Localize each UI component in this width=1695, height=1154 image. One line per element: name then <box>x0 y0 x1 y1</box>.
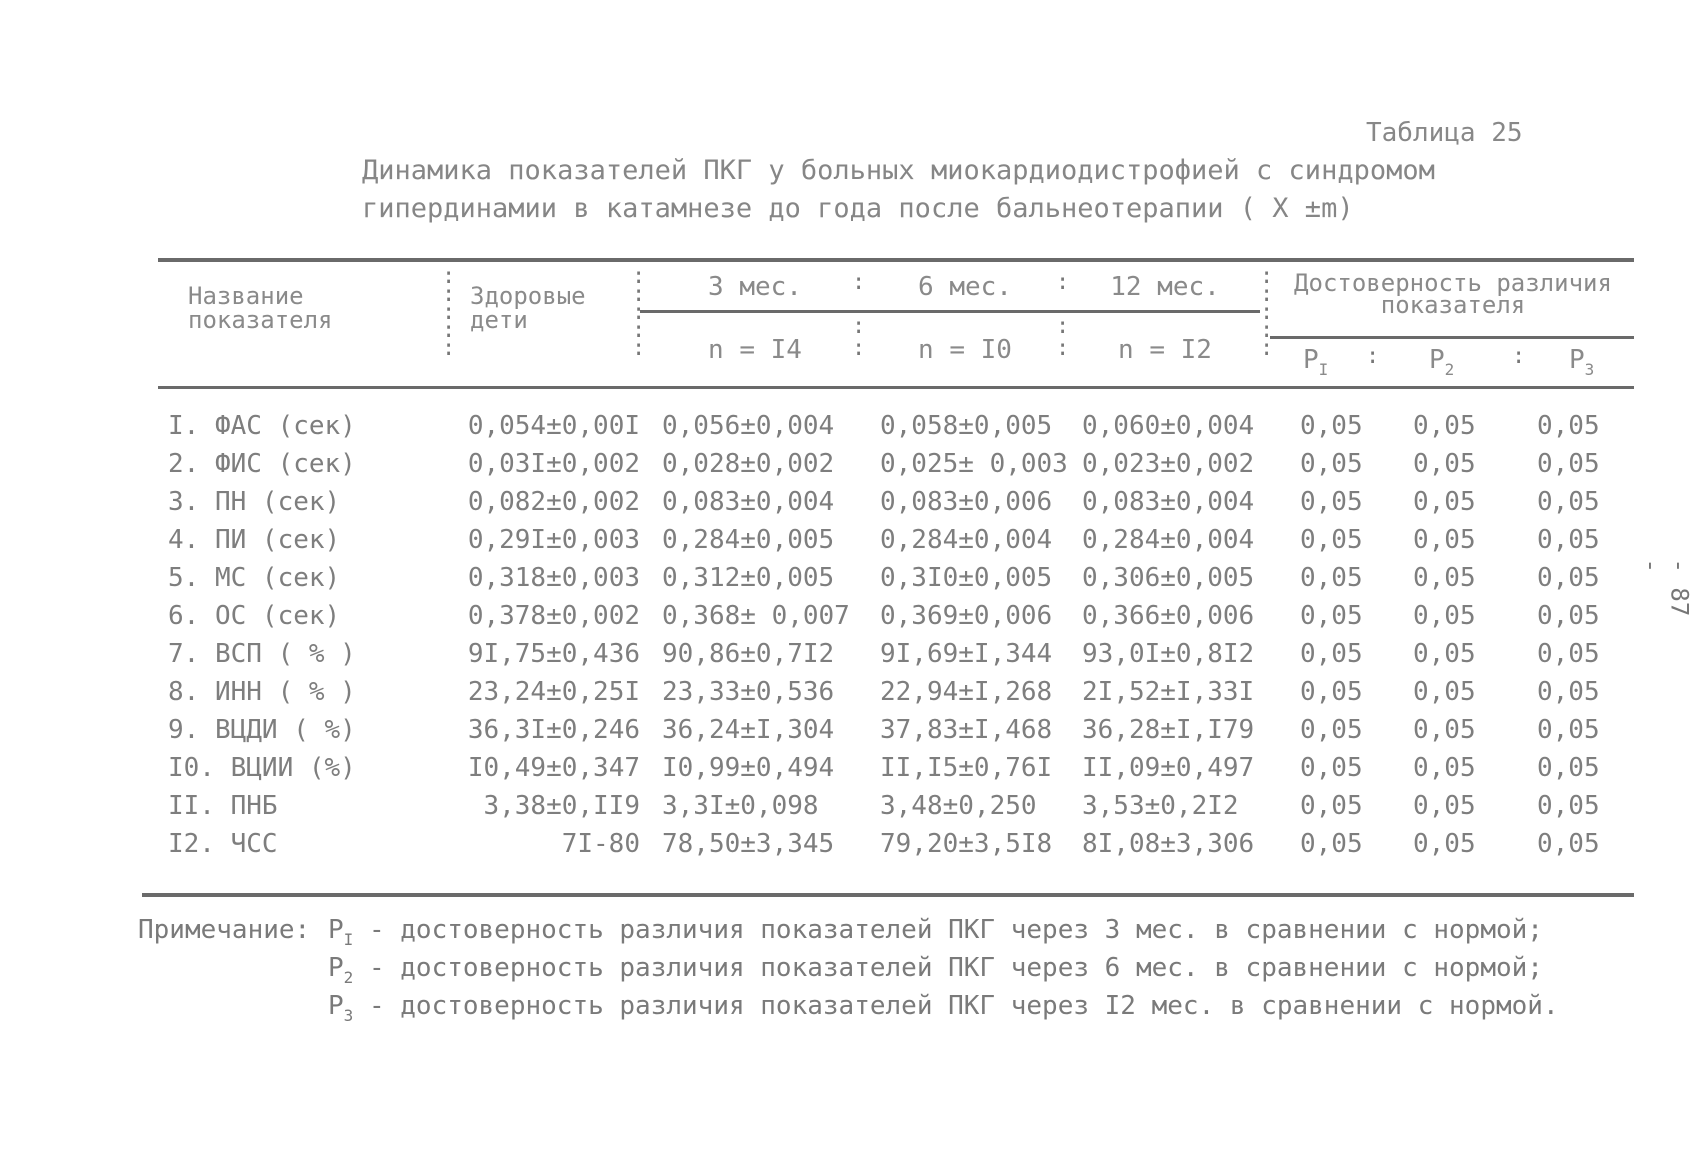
cell-healthy: 0,318±0,003 <box>467 563 640 593</box>
cell-healthy: 0,03I±0,002 <box>467 449 640 479</box>
cell-healthy: 0,082±0,002 <box>467 487 640 517</box>
cell-healthy: 0,29I±0,003 <box>467 525 640 555</box>
cell-p2: 0,05 <box>1413 563 1476 593</box>
cell-p2: 0,05 <box>1413 829 1476 859</box>
cell-m12: 93,0I±0,8I2 <box>1082 639 1255 669</box>
cell-healthy: 0,378±0,002 <box>467 601 640 631</box>
cell-m3: 78,50±3,345 <box>662 829 835 859</box>
cell-m6: II,I5±0,76I <box>880 753 1053 783</box>
cell-p3: 0,05 <box>1537 525 1600 555</box>
cell-m6: 79,20±3,5I8 <box>880 829 1053 859</box>
cell-name: 4. ПИ (сек) <box>168 525 341 555</box>
cell-m3: I0,99±0,494 <box>662 753 835 783</box>
cell-name: II. ПНБ <box>168 791 278 821</box>
cell-p3: 0,05 <box>1537 449 1600 479</box>
cell-m12: II,09±0,497 <box>1082 753 1255 783</box>
page-number: - 87 - <box>1637 558 1694 617</box>
cell-m6: 3,48±0,250 <box>880 791 1037 821</box>
cell-m6: 0,369±0,006 <box>880 601 1053 631</box>
cell-p1: 0,05 <box>1300 563 1363 593</box>
cell-name: I0. ВЦИИ (%) <box>168 753 356 783</box>
cell-p3: 0,05 <box>1537 411 1600 441</box>
cell-m6: 9I,69±I,344 <box>880 639 1053 669</box>
header-p3: $P_3$ <box>1569 345 1595 379</box>
cell-m3: 0,284±0,005 <box>662 525 835 555</box>
cell-m12: 8I,08±3,306 <box>1082 829 1255 859</box>
cell-healthy: 9I,75±0,436 <box>467 639 640 669</box>
cell-m3: 0,083±0,004 <box>662 487 835 517</box>
cell-name: 8. ИНН ( % ) <box>168 677 356 707</box>
cell-name: 3. ПН (сек) <box>168 487 341 517</box>
separator-5: : : : : : <box>1260 264 1274 361</box>
cell-p1: 0,05 <box>1300 487 1363 517</box>
cell-m12: 0,023±0,002 <box>1082 449 1255 479</box>
header-healthy-col: Здоровые дети <box>470 282 586 334</box>
table-row <box>0 601 1695 639</box>
table-label: Таблица 25 <box>1366 118 1523 148</box>
cell-m3: 36,24±I,304 <box>662 715 835 745</box>
top-rule <box>158 258 1634 262</box>
cell-p1: 0,05 <box>1300 525 1363 555</box>
header-3-months: 3 мес. <box>708 272 802 302</box>
cell-m6: 0,058±0,005 <box>880 411 1053 441</box>
table-row <box>0 715 1695 753</box>
cell-m3: 0,312±0,005 <box>662 563 835 593</box>
cell-healthy: 3,38±0,II9 <box>483 791 640 821</box>
cell-p3: 0,05 <box>1537 715 1600 745</box>
cell-name: 6. ОС (сек) <box>168 601 341 631</box>
cell-m12: 36,28±I,I79 <box>1082 715 1255 745</box>
cell-p2: 0,05 <box>1413 753 1476 783</box>
table-title-line-2: гипердинамии в катамнезе до года после бальнеотерапии ( X ±m) <box>362 193 1354 224</box>
cell-p1: 0,05 <box>1300 715 1363 745</box>
table-row <box>0 791 1695 829</box>
header-12-months: 12 мес. <box>1110 272 1220 302</box>
table-title-line-1: Динамика показателей ПКГ у больных миокардиодистрофией с синдромом <box>362 155 1435 186</box>
note-line-p1: $P_I$ - достоверность различия показателей ПКГ через 3 мес. в сравнении с нормой; <box>328 915 1543 949</box>
cell-healthy: I0,49±0,347 <box>467 753 640 783</box>
cell-m6: 0,3I0±0,005 <box>880 563 1053 593</box>
table-row <box>0 411 1695 449</box>
cell-m6: 0,025± 0,003 <box>880 449 1068 479</box>
cell-name: 2. ФИС (сек) <box>168 449 356 479</box>
cell-name: 5. МС (сек) <box>168 563 341 593</box>
cell-m3: 0,368± 0,007 <box>662 601 850 631</box>
cell-p3: 0,05 <box>1537 487 1600 517</box>
cell-p3: 0,05 <box>1537 753 1600 783</box>
cell-p1: 0,05 <box>1300 829 1363 859</box>
cell-p1: 0,05 <box>1300 639 1363 669</box>
table-row <box>0 563 1695 601</box>
cell-p2: 0,05 <box>1413 639 1476 669</box>
cell-m12: 0,083±0,004 <box>1082 487 1255 517</box>
cell-p2: 0,05 <box>1413 411 1476 441</box>
separator-7: : <box>1512 344 1526 369</box>
cell-p1: 0,05 <box>1300 677 1363 707</box>
cell-p2: 0,05 <box>1413 525 1476 555</box>
cell-name: I2. ЧСС <box>168 829 278 859</box>
cell-p3: 0,05 <box>1537 677 1600 707</box>
table-row <box>0 639 1695 677</box>
header-name-col: Название показателя <box>188 282 333 334</box>
table-row <box>0 449 1695 487</box>
cell-m12: 3,53±0,2I2 <box>1082 791 1239 821</box>
cell-m12: 2I,52±I,33I <box>1082 677 1255 707</box>
cell-m12: 0,284±0,004 <box>1082 525 1255 555</box>
separator-2: : : : : : <box>632 264 646 361</box>
cell-p1: 0,05 <box>1300 449 1363 479</box>
header-n-12-months: n = I2 <box>1118 335 1212 365</box>
months-underline <box>640 310 1260 313</box>
cell-m12: 0,306±0,005 <box>1082 563 1255 593</box>
reliability-underline <box>1270 336 1634 339</box>
cell-p3: 0,05 <box>1537 639 1600 669</box>
cell-p3: 0,05 <box>1537 791 1600 821</box>
header-bottom-rule <box>158 386 1634 389</box>
cell-m3: 90,86±0,7I2 <box>662 639 835 669</box>
table-row <box>0 829 1695 867</box>
separator-4: : : : <box>1056 270 1070 361</box>
header-p2: $P_2$ <box>1429 345 1455 379</box>
cell-p3: 0,05 <box>1537 829 1600 859</box>
cell-m12: 0,366±0,006 <box>1082 601 1255 631</box>
cell-name: 9. ВЦДИ ( %) <box>168 715 356 745</box>
header-p1: $P_I$ <box>1303 345 1329 379</box>
cell-p2: 0,05 <box>1413 715 1476 745</box>
cell-healthy: 23,24±0,25I <box>467 677 640 707</box>
separator-3: : : : <box>852 270 866 361</box>
cell-m3: 0,056±0,004 <box>662 411 835 441</box>
cell-p2: 0,05 <box>1413 601 1476 631</box>
cell-name: I. ФАС (сек) <box>168 411 356 441</box>
separator-1: : : : : : <box>442 264 456 361</box>
header-n-3-months: n = I4 <box>708 335 802 365</box>
cell-p1: 0,05 <box>1300 411 1363 441</box>
cell-p2: 0,05 <box>1413 487 1476 517</box>
cell-m3: 0,028±0,002 <box>662 449 835 479</box>
note-line-p2: $P_2$ - достоверность различия показателей ПКГ через 6 мес. в сравнении с нормой; <box>328 953 1543 987</box>
cell-healthy: 36,3I±0,246 <box>467 715 640 745</box>
table-bottom-rule <box>142 893 1634 897</box>
header-n-6-months: n = I0 <box>918 335 1012 365</box>
cell-m6: 0,284±0,004 <box>880 525 1053 555</box>
table-row <box>0 753 1695 791</box>
cell-m3: 23,33±0,536 <box>662 677 835 707</box>
table-row <box>0 525 1695 563</box>
cell-m12: 0,060±0,004 <box>1082 411 1255 441</box>
header-reliability: Достоверность различия показателя <box>1294 269 1612 319</box>
cell-p1: 0,05 <box>1300 753 1363 783</box>
cell-p1: 0,05 <box>1300 791 1363 821</box>
cell-p2: 0,05 <box>1413 791 1476 821</box>
cell-p1: 0,05 <box>1300 601 1363 631</box>
cell-p2: 0,05 <box>1413 449 1476 479</box>
cell-p2: 0,05 <box>1413 677 1476 707</box>
separator-6: : <box>1366 344 1380 369</box>
cell-m6: 22,94±I,268 <box>880 677 1053 707</box>
cell-name: 7. ВСП ( % ) <box>168 639 356 669</box>
cell-healthy: 0,054±0,00I <box>467 411 640 441</box>
note-line-p3: $P_3$ - достоверность различия показателей ПКГ через I2 мес. в сравнении с нормой. <box>328 991 1559 1025</box>
cell-m6: 0,083±0,006 <box>880 487 1053 517</box>
cell-m6: 37,83±I,468 <box>880 715 1053 745</box>
table-row <box>0 677 1695 715</box>
header-6-months: 6 мес. <box>918 272 1012 302</box>
cell-p3: 0,05 <box>1537 601 1600 631</box>
cell-healthy: 7I-80 <box>561 829 640 859</box>
cell-p3: 0,05 <box>1537 563 1600 593</box>
cell-m3: 3,3I±0,098 <box>662 791 819 821</box>
note-label: Примечание: <box>138 915 311 945</box>
table-row <box>0 487 1695 525</box>
